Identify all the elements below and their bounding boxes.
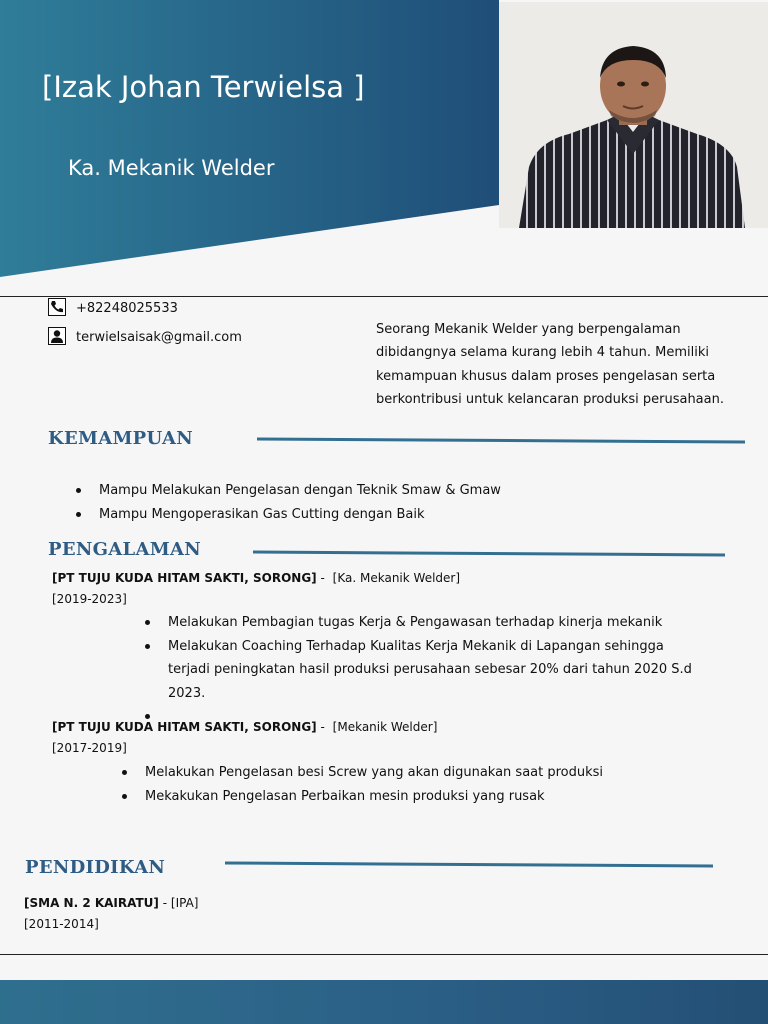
job-2-heading	[52, 720, 437, 734]
job-1-company: [PT TUJU KUDA HITAM SAKTI, SORONG]	[52, 571, 317, 585]
job-2-separator: -	[320, 720, 325, 734]
education-heading	[24, 896, 199, 910]
job-2-years: [2017-2019]	[52, 741, 127, 755]
email-address: terwielsaisak@gmail.com	[76, 330, 242, 345]
education-major: [IPA]	[170, 896, 199, 910]
profile-photo	[499, 2, 768, 228]
job-2-position: [Mekanik Welder]	[332, 720, 438, 734]
education-separator: -	[162, 896, 168, 910]
contact-email	[48, 327, 242, 345]
skills-line	[257, 437, 745, 445]
job-1-position: [Ka. Mekanik Welder]	[332, 571, 461, 585]
candidate-role: Ka. Mekanik Welder	[68, 156, 275, 180]
skills-title: KEMAMPUAN	[48, 428, 193, 449]
phone-number: +82248025533	[76, 301, 178, 316]
phone-icon	[48, 298, 66, 316]
job-1-task: Melakukan Coaching Terhadap Kualitas Kerja Mekanik di Lapangan sehingga terjadi peningkatan hasil produksi perusahaan sebesar 20% dari tahun 2020 S.d 2023.	[168, 635, 708, 706]
job-2-task: Mekakukan Pengelasan Perbaikan mesin produksi yang rusak	[145, 785, 725, 809]
person-icon	[48, 327, 66, 345]
education-line	[225, 861, 713, 869]
skill-item: Mampu Melakukan Pengelasan dengan Teknik Smaw & Gmaw	[99, 479, 501, 503]
skill-item: Mampu Mengoperasikan Gas Cutting dengan Baik	[99, 503, 501, 527]
job-1-heading	[52, 571, 460, 585]
job-2-company: [PT TUJU KUDA HITAM SAKTI, SORONG]	[52, 720, 317, 734]
skills-list	[99, 479, 501, 526]
education-years: [2011-2014]	[24, 917, 99, 931]
education-title: PENDIDIKAN	[25, 857, 166, 878]
footer-band	[0, 980, 768, 1024]
experience-title: PENGALAMAN	[48, 539, 202, 560]
education-school: [SMA N. 2 KAIRATU]	[24, 896, 159, 910]
job-2-tasks	[145, 761, 725, 808]
job-1-separator: -	[320, 571, 325, 585]
contact-phone	[48, 298, 178, 316]
job-2-task: Melakukan Pengelasan besi Screw yang akan digunakan saat produksi	[145, 761, 725, 785]
job-1-tasks	[168, 611, 708, 729]
divider-bottom	[0, 954, 768, 955]
divider-top	[0, 296, 768, 297]
job-1-years: [2019-2023]	[52, 592, 127, 606]
job-1-task: Melakukan Pembagian tugas Kerja & Pengawasan terhadap kinerja mekanik	[168, 611, 708, 635]
candidate-name: [Izak Johan Terwielsa ]	[42, 70, 365, 104]
experience-line	[253, 550, 725, 558]
profile-summary: Seorang Mekanik Welder yang berpengalaman dibidangnya selama kurang lebih 4 tahun. Memiliki kemampuan khusus dalam proses pengelasan serta berkontribusi untuk kelancaran produksi perusahaan.	[376, 322, 724, 407]
